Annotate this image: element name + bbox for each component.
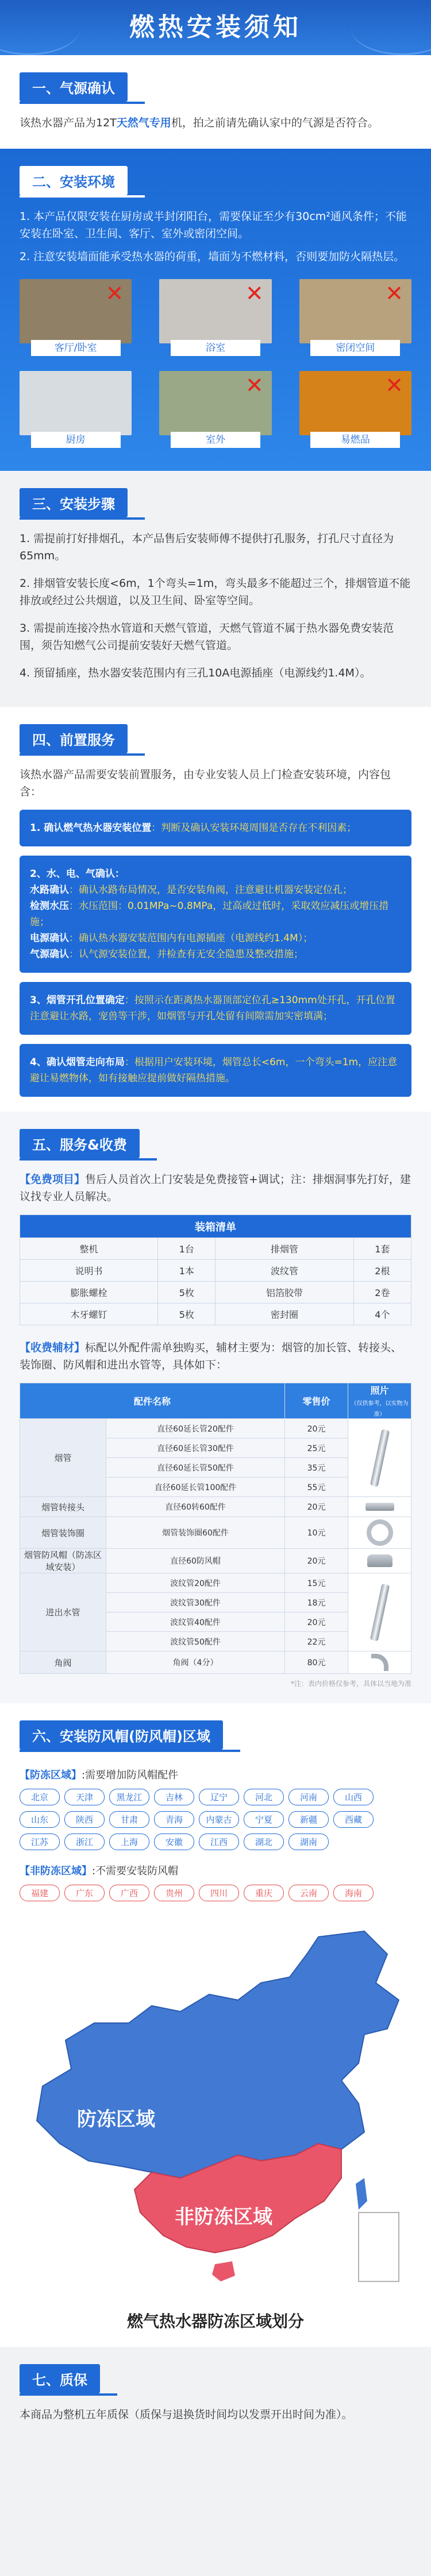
region-chip: 青海 xyxy=(154,1811,194,1828)
table-cell: 1本 xyxy=(158,1260,216,1282)
accessory-price: 22元 xyxy=(285,1632,348,1651)
accessory-name: 波纹管20配件 xyxy=(106,1573,285,1593)
region-chip: 湖北 xyxy=(244,1834,284,1850)
env-photo-image xyxy=(20,279,132,343)
accessory-price: 35元 xyxy=(285,1458,348,1477)
table-row xyxy=(20,1573,411,1593)
env-photo xyxy=(299,371,411,448)
env-photo-label: 厨房 xyxy=(31,432,121,448)
accessory-price: 25元 xyxy=(285,1438,348,1458)
taiwan-island xyxy=(356,2178,367,2210)
service-card-3: 3、烟管开孔位置确定：按照示在距离热水器顶部定位孔≥130mm处开孔，开孔位置注意避让水路，宠兽等干涉，如烟管与开孔处留有间隙需加实密填满； xyxy=(20,982,411,1035)
table-cell: 2根 xyxy=(353,1260,411,1282)
title-banner xyxy=(0,0,431,55)
section-pre-service xyxy=(0,707,431,1112)
region-chip: 天津 xyxy=(64,1789,105,1805)
table-cell: 1台 xyxy=(158,1238,216,1260)
region-chip: 浙江 xyxy=(64,1834,105,1850)
region-chip: 上海 xyxy=(109,1834,149,1850)
section-title: 二、安装环境 xyxy=(20,166,128,195)
env-photo xyxy=(299,279,411,356)
env-photo-image xyxy=(159,279,271,343)
table-cell: 木牙螺钉 xyxy=(20,1304,158,1325)
section-title: 六、安装防风帽(防风帽)区域 xyxy=(20,1720,223,1750)
accessory-category: 角阀 xyxy=(20,1651,106,1674)
frost-zone-shape xyxy=(37,1931,399,2178)
table-cell: 5枚 xyxy=(158,1304,216,1325)
table-row xyxy=(20,1651,411,1674)
table-row xyxy=(20,1260,411,1282)
env-photo-label: 客厅/卧室 xyxy=(31,340,121,356)
section-title: 一、气源确认 xyxy=(20,72,128,102)
section-header xyxy=(20,1129,140,1158)
page-title: 燃热安装须知 xyxy=(129,13,302,42)
section-install-steps xyxy=(0,471,431,707)
region-chip: 北京 xyxy=(20,1789,60,1805)
china-zone-map xyxy=(20,1914,411,2304)
charge-items-text: 【收费辅材】标配以外配件需单独购买，辅材主要为：烟管的加长管、转接头、装饰圈、防风帽和进出水管等，具体如下： xyxy=(20,1341,402,1371)
region-chip: 江西 xyxy=(199,1834,239,1850)
env-text-1: 1. 本产品仅限安装在厨房或半封闭阳台，需要保证至少有30cm²通风条件；不能安装在卧室、卫生间、客厅、室外或密闭空间。 xyxy=(20,210,407,240)
packing-list-table xyxy=(20,1214,411,1325)
accessory-name: 直径60延长管30配件 xyxy=(106,1438,285,1458)
section-install-env xyxy=(0,149,431,471)
accessory-category: 进出水管 xyxy=(20,1573,106,1651)
region-chip: 四川 xyxy=(199,1885,239,1901)
table-row xyxy=(20,1238,411,1260)
accessory-price: 55元 xyxy=(285,1477,348,1497)
non-frost-zone-list xyxy=(20,1885,411,1901)
section-header xyxy=(20,488,128,517)
accessory-price: 20元 xyxy=(285,1419,348,1438)
table-cell: 铝箔胶带 xyxy=(216,1282,353,1304)
region-chip: 内蒙古 xyxy=(199,1811,239,1828)
accessory-price-table xyxy=(20,1383,411,1674)
region-chip: 重庆 xyxy=(244,1885,284,1901)
hainan-island xyxy=(212,2261,235,2281)
section-title: 三、安装步骤 xyxy=(20,488,128,517)
map-caption: 燃气热水器防冻区域划分 xyxy=(126,2312,304,2331)
env-photo xyxy=(20,371,132,448)
price-note: *注：表内价格仅参考，具体以当地为准 xyxy=(290,1680,411,1688)
table-cell: 说明书 xyxy=(20,1260,158,1282)
table-cell: 5枚 xyxy=(158,1282,216,1304)
step-4: 4. 预留插座，热水器安装范围内有三孔10A电源插座（电源线约1.4M）。 xyxy=(20,667,371,679)
accessory-name: 直径60延长管100配件 xyxy=(106,1477,285,1497)
region-chip: 江苏 xyxy=(20,1834,60,1850)
col-photo: 照片 （仅供参考，以实物为准） xyxy=(348,1383,411,1419)
not-allowed-icon: ✕ xyxy=(245,373,264,398)
accessory-category: 烟管装饰圈 xyxy=(20,1517,106,1549)
gas-source-text: 该热水器产品为12T天然气专用机，拍之前请先确认家中的气源是否符合。 xyxy=(20,117,379,129)
table-cell: 排烟管 xyxy=(216,1238,353,1260)
region-chip: 甘肃 xyxy=(109,1811,149,1828)
accessory-name: 角阀（4分） xyxy=(106,1651,285,1674)
service-card-1: 1. 确认燃气热水器安装位置：判断及确认安装环境周围是否存在不利因素； xyxy=(20,810,411,846)
step-3: 3. 需提前连接冷热水管道和天燃气管道，天燃气管道不属于热水器免费安装范围，须告知燃气公司提前安装好天燃气管道。 xyxy=(20,622,394,652)
table-cell: 膨胀螺栓 xyxy=(20,1282,158,1304)
region-chip: 黑龙江 xyxy=(109,1789,149,1805)
accessory-photo xyxy=(348,1573,411,1651)
accessory-price: 18元 xyxy=(285,1593,348,1612)
region-chip: 新疆 xyxy=(288,1811,329,1828)
accessory-photo xyxy=(348,1517,411,1549)
accessory-name: 波纹管40配件 xyxy=(106,1612,285,1632)
table-row xyxy=(20,1282,411,1304)
accessory-category: 烟管 xyxy=(20,1419,106,1497)
region-chip: 河北 xyxy=(244,1789,284,1805)
accessory-price: 20元 xyxy=(285,1497,348,1517)
pre-service-intro: 该热水器产品需要安装前置服务，由专业安装人员上门检查安装环境，内容包含： xyxy=(20,768,391,798)
region-chip: 广东 xyxy=(64,1885,105,1901)
accessory-name: 直径60防风帽 xyxy=(106,1549,285,1573)
service-card-4: 4、确认烟管走向布局：根据用户安装环境，烟管总长<6m，一个弯头=1m，应注意避让易燃物体，如有接触应提前做好隔热措施。 xyxy=(20,1044,411,1097)
region-chip: 吉林 xyxy=(154,1789,194,1805)
section-service-fees xyxy=(0,1112,431,1703)
section-header xyxy=(20,724,128,753)
section-title: 四、前置服务 xyxy=(20,724,128,753)
accessory-name: 波纹管50配件 xyxy=(106,1632,285,1651)
region-chip: 山西 xyxy=(333,1789,374,1805)
region-chip: 福建 xyxy=(20,1885,60,1901)
service-card-2: 2、水、电、气确认： 水路确认：确认水路布局情况，是否安装角阀，注意避让机器安装定位孔； 检测水压：水压范围：0.01MPa~0.8MPa，过高或过低时，采取效应减压或增压措施； 电源确认：确认热水器安装范围内有电源插座（电源线约1.4M）； 气源确认：认气源安装位置，并检查有无安全隐患及整改措施； xyxy=(20,856,411,973)
section-header xyxy=(20,1720,223,1750)
not-allowed-icon: ✕ xyxy=(385,373,403,398)
region-chip: 安徽 xyxy=(154,1834,194,1850)
accessory-name: 波纹管30配件 xyxy=(106,1593,285,1612)
accessory-price: 20元 xyxy=(285,1549,348,1573)
accessory-photo xyxy=(348,1651,411,1674)
table-row xyxy=(20,1517,411,1549)
table-cell: 4个 xyxy=(353,1304,411,1325)
env-photo-label: 易燃品 xyxy=(310,432,400,448)
table-cell: 整机 xyxy=(20,1238,158,1260)
env-photo-image xyxy=(159,371,271,435)
warranty-text: 本商品为整机五年质保（质保与退换货时间均以发票开出时间为准）。 xyxy=(20,2408,353,2421)
accessory-price: 20元 xyxy=(285,1612,348,1632)
section-header xyxy=(20,2364,100,2393)
accessory-category: 烟管防风帽（防冻区域安装） xyxy=(20,1549,106,1573)
col-accessory-name: 配件名称 xyxy=(20,1383,285,1419)
accessory-price: 10元 xyxy=(285,1517,348,1549)
step-2: 2. 排烟管安装长度<6m，1个弯头=1m，弯头最多不能超过三个，排烟管道不能排放或经过公共烟道，以及卫生间、卧室等空间。 xyxy=(20,577,411,607)
env-photo xyxy=(159,371,271,448)
section-windcap-zones xyxy=(0,1703,431,2347)
not-allowed-icon: ✕ xyxy=(385,281,403,306)
not-allowed-icon: ✕ xyxy=(245,281,264,306)
region-chip: 辽宁 xyxy=(199,1789,239,1805)
region-chip: 河南 xyxy=(288,1789,329,1805)
south-sea-inset xyxy=(359,2213,399,2281)
table-cell: 2卷 xyxy=(353,1282,411,1304)
packing-list-title: 装箱清单 xyxy=(20,1215,411,1238)
accessory-name: 烟管装饰圈60配件 xyxy=(106,1517,285,1549)
frost-zone-title: 【防冻区域】:需要增加防风帽配件 xyxy=(20,1769,179,1781)
region-chip: 山东 xyxy=(20,1811,60,1828)
accessory-photo xyxy=(348,1549,411,1573)
accessory-price: 80元 xyxy=(285,1651,348,1674)
table-row xyxy=(20,1304,411,1325)
region-chip: 云南 xyxy=(288,1885,329,1901)
region-chip: 宁夏 xyxy=(244,1811,284,1828)
accessory-name: 直径60转60配件 xyxy=(106,1497,285,1517)
region-chip: 西藏 xyxy=(333,1811,374,1828)
accessory-name: 直径60延长管50配件 xyxy=(106,1458,285,1477)
accessory-category: 烟管转接头 xyxy=(20,1497,106,1517)
section-title: 七、质保 xyxy=(20,2364,100,2393)
section-header xyxy=(20,72,128,102)
env-photo-label: 浴室 xyxy=(171,340,260,356)
region-chip: 湖南 xyxy=(288,1834,329,1850)
env-photo xyxy=(159,279,271,356)
region-chip: 海南 xyxy=(333,1885,374,1901)
section-header xyxy=(20,166,128,195)
region-chip: 陕西 xyxy=(64,1811,105,1828)
accessory-photo xyxy=(348,1497,411,1517)
table-cell: 1套 xyxy=(353,1238,411,1260)
accessory-price: 15元 xyxy=(285,1573,348,1593)
non-frost-zone-title: 【非防冻区域】:不需要安装防风帽 xyxy=(20,1865,179,1877)
env-photo-label: 密闭空间 xyxy=(310,340,400,356)
map-label-frost: 防冻区域 xyxy=(77,2108,155,2131)
frost-zone-list xyxy=(20,1789,411,1850)
env-photo-label: 室外 xyxy=(171,432,260,448)
section-gas-source xyxy=(0,55,431,149)
env-photo-grid xyxy=(20,279,411,448)
not-allowed-icon: ✕ xyxy=(105,281,124,306)
table-row xyxy=(20,1497,411,1517)
step-1: 1. 需提前打好排烟孔，本产品售后安装师傅不提供打孔服务，打孔尺寸直径为65mm。 xyxy=(20,532,394,562)
table-cell: 密封圈 xyxy=(216,1304,353,1325)
col-price: 零售价 xyxy=(285,1383,348,1419)
accessory-photo xyxy=(348,1419,411,1497)
env-photo xyxy=(20,279,132,356)
table-row xyxy=(20,1419,411,1438)
section-warranty xyxy=(0,2347,431,2438)
table-cell: 波纹管 xyxy=(216,1260,353,1282)
env-photo-image xyxy=(299,279,411,343)
region-chip: 广西 xyxy=(109,1885,149,1901)
map-label-non-frost: 非防冻区域 xyxy=(175,2206,272,2229)
free-items-text: 【免费项目】售后人员首次上门安装是免费接管+调试；注：排烟洞事先打好，建议找专业人员解决。 xyxy=(20,1173,411,1203)
env-photo-image xyxy=(299,371,411,435)
table-row xyxy=(20,1549,411,1573)
env-photo-image xyxy=(20,371,132,435)
region-chip: 贵州 xyxy=(154,1885,194,1901)
env-text-2: 2. 注意安装墙面能承受热水器的荷重，墙面为不燃材料，否则要加防火隔热层。 xyxy=(20,250,405,263)
section-title: 五、服务&收费 xyxy=(20,1129,140,1158)
accessory-name: 直径60延长管20配件 xyxy=(106,1419,285,1438)
